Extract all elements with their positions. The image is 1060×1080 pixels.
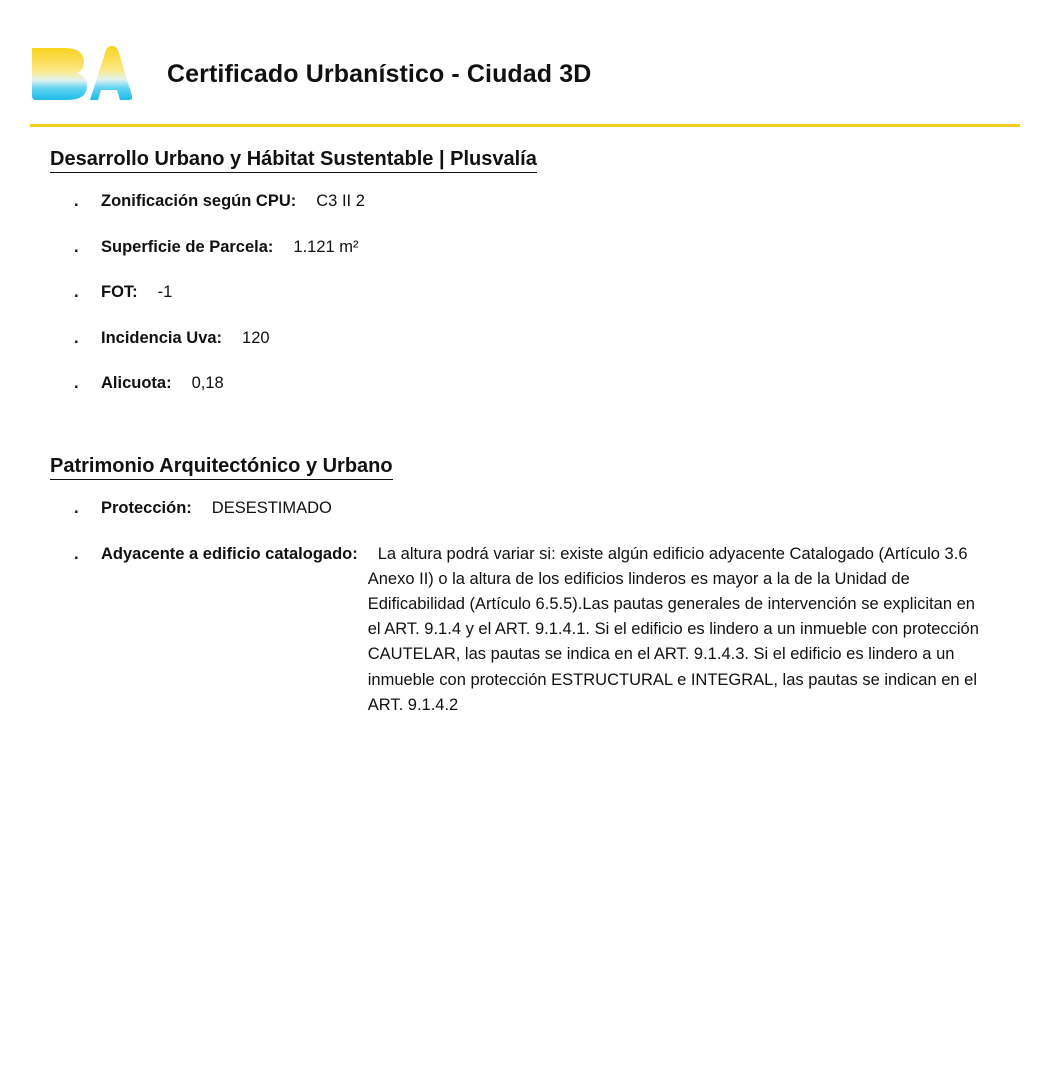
item-value: C3 II 2 bbox=[316, 192, 365, 210]
bullet-icon: . bbox=[74, 237, 79, 256]
header-divider bbox=[30, 124, 1020, 127]
document-header bbox=[30, 40, 1020, 126]
list-item-superficie bbox=[50, 235, 1020, 260]
item-label: Protección: bbox=[101, 499, 192, 517]
list-item-fot bbox=[50, 280, 1020, 305]
bullet-icon: . bbox=[74, 544, 79, 563]
bullet-icon: . bbox=[74, 192, 79, 210]
list-item-incidencia-uva bbox=[50, 326, 1020, 351]
item-label: Incidencia Uva: bbox=[101, 328, 223, 347]
section-desarrollo-urbano bbox=[50, 146, 1020, 417]
item-value: DESESTIMADO bbox=[211, 499, 332, 517]
section-title: Patrimonio Arquitectónico y Urbano bbox=[50, 453, 393, 480]
item-label: Zonificación según CPU: bbox=[101, 192, 297, 210]
item-value: 120 bbox=[242, 328, 270, 347]
document-title: Certificado Urbanístico - Ciudad 3D bbox=[167, 60, 592, 88]
list-item-proteccion bbox=[50, 496, 1020, 521]
item-label: Superficie de Parcela: bbox=[101, 237, 274, 256]
item-label: Adyacente a edificio catalogado: bbox=[101, 544, 358, 563]
list-item-zonificacion bbox=[50, 189, 1020, 214]
item-label: Alicuota: bbox=[101, 374, 172, 392]
list-item-alicuota bbox=[50, 371, 1020, 396]
bullet-icon: . bbox=[74, 283, 79, 301]
item-value: -1 bbox=[157, 283, 173, 301]
bullet-icon: . bbox=[74, 499, 79, 517]
item-value: 1.121 m² bbox=[293, 237, 359, 256]
bullet-icon: . bbox=[74, 374, 79, 392]
item-value: La altura podrá variar si: existe algún edificio adyacente Catalogado (Artículo 3.6 Anexo II) o la altura de los edificios linderos es mayor a la de la Unidad de Edificabilidad (Artículo 6.5.5).Las pautas generales de intervención se explicitan en el ART. 9.1.4 y el ART. 9.1.4.1. Si el edificio es lindero a un inmueble con protección CAUTELAR, las pautas se indica en el ART. 9.1.4.3. Si el edificio es lindero a un inmueble con protección ESTRUCTURAL e INTEGRAL, las pautas se indican en el ART. 9.1.4.2 bbox=[367, 544, 979, 714]
item-value: 0,18 bbox=[191, 374, 224, 392]
ba-logo-icon bbox=[30, 44, 132, 100]
section-title: Desarrollo Urbano y Hábitat Sustentable | Plusvalía bbox=[50, 146, 537, 173]
section-patrimonio bbox=[50, 453, 1020, 738]
list-item-adyacente-catalogado bbox=[50, 542, 1020, 718]
bullet-icon: . bbox=[74, 328, 79, 347]
item-label: FOT: bbox=[101, 283, 138, 301]
attribute-list bbox=[50, 496, 1020, 718]
attribute-list bbox=[50, 189, 1020, 396]
